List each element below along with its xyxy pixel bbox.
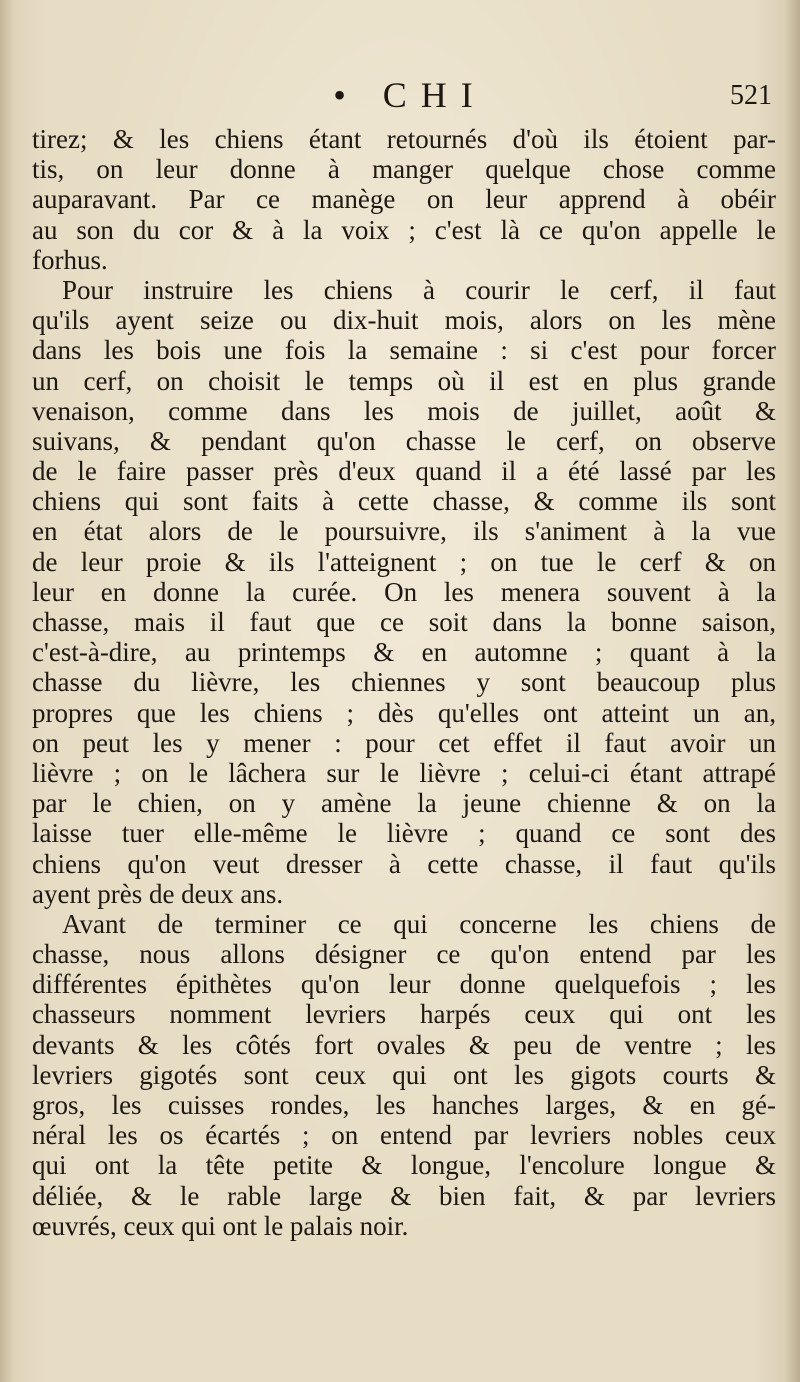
text-line: auparavant. Par ce manège on leur apprend à obéir bbox=[32, 184, 776, 215]
page-number: 521 bbox=[730, 80, 772, 111]
body-text bbox=[32, 124, 776, 1241]
text-line: laisse tuer elle-même le lièvre ; quand ce sont des bbox=[32, 818, 776, 849]
text-line: de leur proie & ils l'atteignent ; on tue le cerf & on bbox=[32, 546, 776, 577]
text-line: déliée, & le rable large & bien fait, & par levriers bbox=[32, 1180, 776, 1211]
text-line: en état alors de le poursuivre, ils s'animent à la vue bbox=[32, 516, 776, 547]
text-line: on peut les y mener : pour cet effet il faut avoir un bbox=[32, 727, 776, 758]
text-line: Pour instruire les chiens à courir le cerf, il faut bbox=[62, 274, 776, 305]
text-line: gros, les cuisses rondes, les hanches larges, & en gé- bbox=[32, 1090, 776, 1120]
text-line: tis, on leur donne à manger quelque chose comme bbox=[32, 154, 776, 185]
text-line: dans les bois une fois la semaine : si c'est pour forcer bbox=[32, 335, 776, 366]
text-line: chasseurs nomment levriers harpés ceux qui ont les bbox=[32, 999, 776, 1030]
text-line: un cerf, on choisit le temps où il est en plus grande bbox=[32, 365, 776, 396]
text-line: leur en donne la curée. On les menera souvent à la bbox=[32, 576, 776, 607]
text-line: tirez; & les chiens étant retournés d'où ils étoient par- bbox=[32, 124, 776, 154]
text-line: propres que les chiens ; dès qu'elles ont atteint un an, bbox=[32, 697, 776, 728]
text-line: néral les os écartés ; on entend par levriers nobles ceux bbox=[32, 1120, 776, 1151]
text-line: qui ont la tête petite & longue, l'encolure longue & bbox=[32, 1150, 776, 1181]
text-line: différentes épithètes qu'on leur donne quelquefois ; les bbox=[32, 969, 776, 1000]
text-line: œuvrés, ceux qui ont le palais noir. bbox=[32, 1210, 409, 1241]
text-line: ayent près de deux ans. bbox=[32, 878, 284, 909]
text-line: levriers gigotés sont ceux qui ont les gigots courts & bbox=[32, 1059, 776, 1090]
text-line: chasse, nous allons désigner ce qu'on entend par les bbox=[32, 939, 776, 970]
text-line: chasse du lièvre, les chiennes y sont beaucoup plus bbox=[32, 667, 776, 698]
page-edge-shadow-left bbox=[0, 0, 14, 1382]
page-header bbox=[0, 72, 800, 122]
text-line: Avant de terminer ce qui concerne les chiens de bbox=[62, 908, 776, 939]
text-line: venaison, comme dans les mois de juillet, août & bbox=[32, 395, 776, 426]
text-line: forhus. bbox=[32, 244, 108, 275]
text-line: suivans, & pendant qu'on chasse le cerf, on observe bbox=[32, 425, 776, 456]
running-head: • CHI bbox=[333, 75, 487, 115]
text-line: qu'ils ayent seize ou dix-huit mois, alors on les mène bbox=[32, 305, 776, 336]
text-line: chiens qu'on veut dresser à cette chasse, il faut qu'ils bbox=[32, 848, 776, 879]
text-line: chiens qui sont faits à cette chasse, & comme ils sont bbox=[32, 486, 776, 517]
text-line: chasse, mais il faut que ce soit dans la bonne saison, bbox=[32, 607, 776, 637]
text-line: par le chien, on y amène la jeune chienne & on la bbox=[32, 788, 776, 819]
text-line: de le faire passer près d'eux quand il a été lassé par les bbox=[32, 456, 776, 487]
text-line: c'est-à-dire, au printemps & en automne ; quant à la bbox=[32, 637, 776, 668]
text-line: lièvre ; on le lâchera sur le lièvre ; celui-ci étant attrapé bbox=[32, 757, 776, 788]
page-edge-shadow-right bbox=[784, 0, 800, 1382]
text-line: devants & les côtés fort ovales & peu de ventre ; les bbox=[32, 1029, 776, 1060]
text-line: au son du cor & à la voix ; c'est là ce qu'on appelle le bbox=[32, 214, 776, 245]
